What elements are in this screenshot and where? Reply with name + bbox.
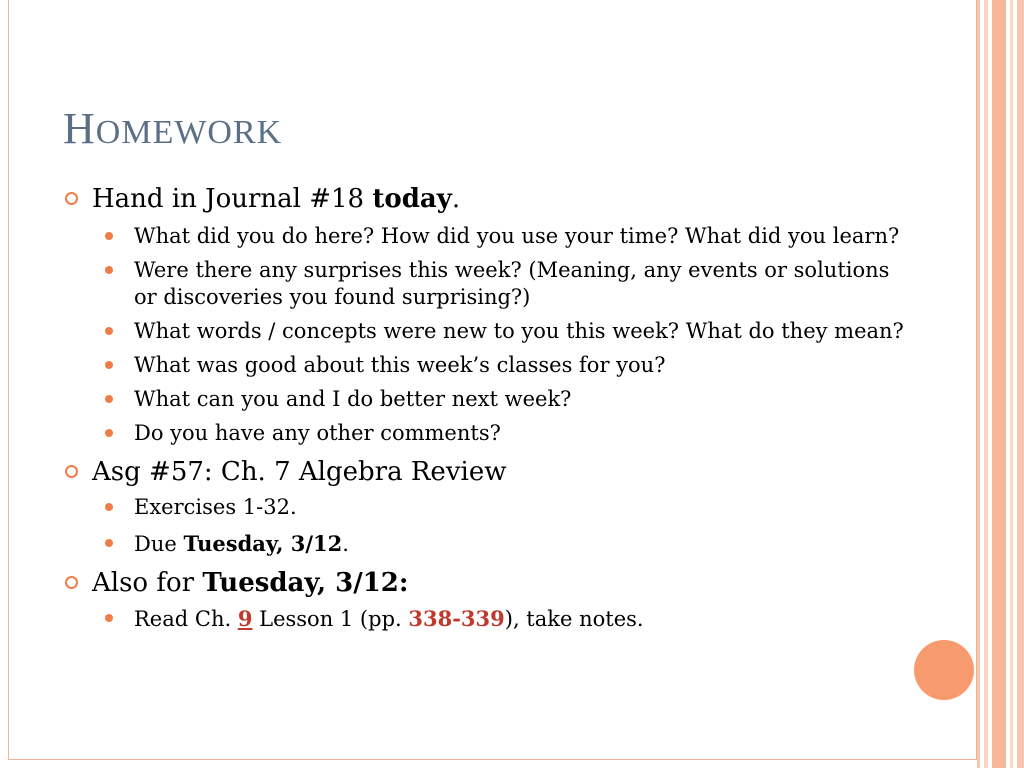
slide-content [64, 182, 904, 633]
list-item-also: Also for Tuesday, 3/12: [64, 566, 904, 600]
list-item: Do you have any other comments? [64, 420, 904, 447]
list-item: What words / concepts were new to you this week? What do they mean? [64, 318, 904, 345]
bullet-dot-icon [105, 266, 113, 274]
decorative-stripes [977, 0, 1024, 768]
bullet-dot-icon [105, 503, 113, 511]
bullet-dot-icon [105, 361, 113, 369]
bullet-ring-icon [65, 465, 78, 478]
chapter-link[interactable]: 9 [237, 606, 253, 631]
list-item: What did you do here? How did you use your time? What did you learn? [64, 223, 904, 250]
bullet-dot-icon [105, 327, 113, 335]
bullet-dot-icon [105, 614, 113, 622]
page-range: 338-339 [408, 606, 505, 631]
list-item: Were there any surprises this week? (Meaning, any events or solutions or discoveries you found surprising?) [64, 257, 904, 311]
list-item: Read Ch. 9 Lesson 1 (pp. 338-339), take notes. [64, 605, 904, 633]
bullet-dot-icon [105, 429, 113, 437]
bullet-ring-icon [65, 576, 78, 589]
list-item: What was good about this week’s classes for you? [64, 352, 904, 379]
list-item: Exercises 1-32. [64, 494, 904, 521]
assignment-details [64, 494, 904, 558]
list-item-assignment: Asg #57: Ch. 7 Algebra Review [64, 455, 904, 489]
reading-details [64, 605, 904, 633]
bullet-dot-icon [105, 232, 113, 240]
journal-questions [64, 223, 904, 447]
bullet-ring-icon [65, 192, 78, 205]
list-item: What can you and I do better next week? [64, 386, 904, 413]
list-item-journal: Hand in Journal #18 today. [64, 182, 904, 216]
bullet-dot-icon [105, 539, 113, 547]
decorative-circle [914, 640, 974, 700]
bullet-dot-icon [105, 395, 113, 403]
list-item: Due Tuesday, 3/12. [64, 530, 904, 558]
slide-title: HOMEWORK [63, 104, 283, 153]
